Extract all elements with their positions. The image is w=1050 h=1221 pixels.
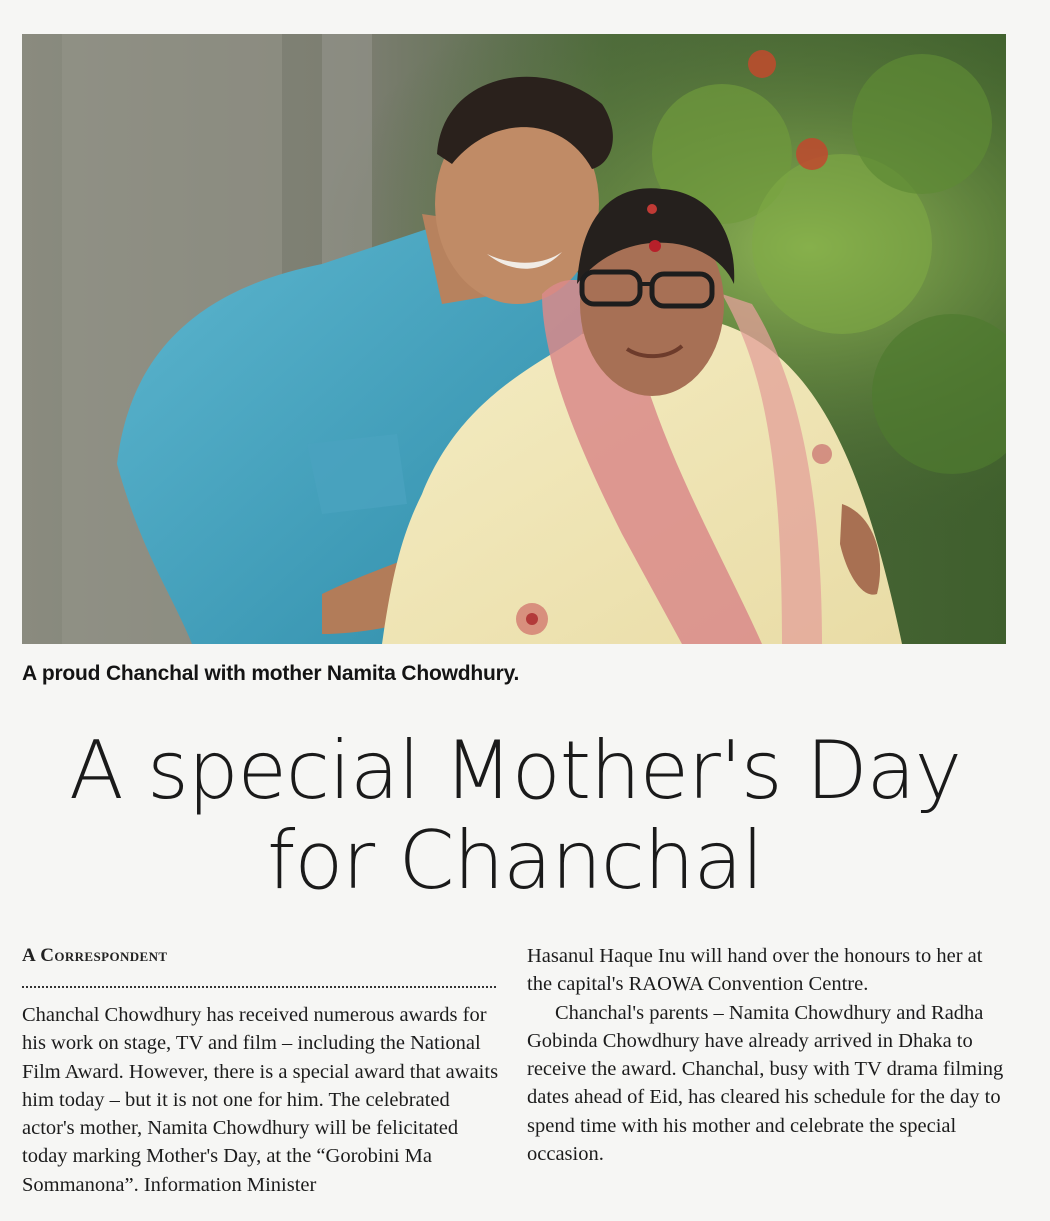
article-paragraph: Chanchal Chowdhury has received numerous awards for his work on stage, TV and film – including the National Film Award. However, there is a special award that awaits him today – but it is not one for him. The celebrated actor's mother, Namita Chowdhury will be felicitated today marking Mother's Day, at the “Gorobini Ma Sommanona”. Information Minister (22, 1004, 499, 1196)
article-paragraph: Chanchal's parents – Namita Chowdhury and Radha Gobinda Chowdhury have already arrived in Dhaka to receive the award. Chanchal, busy with TV drama filming dates ahead of Eid, has cleared his schedule for the day to spend time with his mother and celebrate the special occasion. (527, 1001, 1004, 1166)
article-paragraph: Hasanul Haque Inu will hand over the honours to her at the capital's RAOWA Convention Centre. (527, 945, 983, 996)
article-column-right (527, 942, 1012, 1168)
byline-divider (22, 986, 496, 988)
photo-caption: A proud Chanchal with mother Namita Chowdhury. (22, 662, 520, 685)
photo-illustration (22, 34, 1006, 644)
article-photo (22, 34, 1006, 644)
headline-line-1: A special Mother's Day (69, 724, 961, 817)
headline (20, 726, 1010, 906)
headline-line-2: for Chanchal (267, 814, 763, 907)
article-column-left (22, 1001, 502, 1199)
byline: A Correspondent (22, 945, 168, 966)
